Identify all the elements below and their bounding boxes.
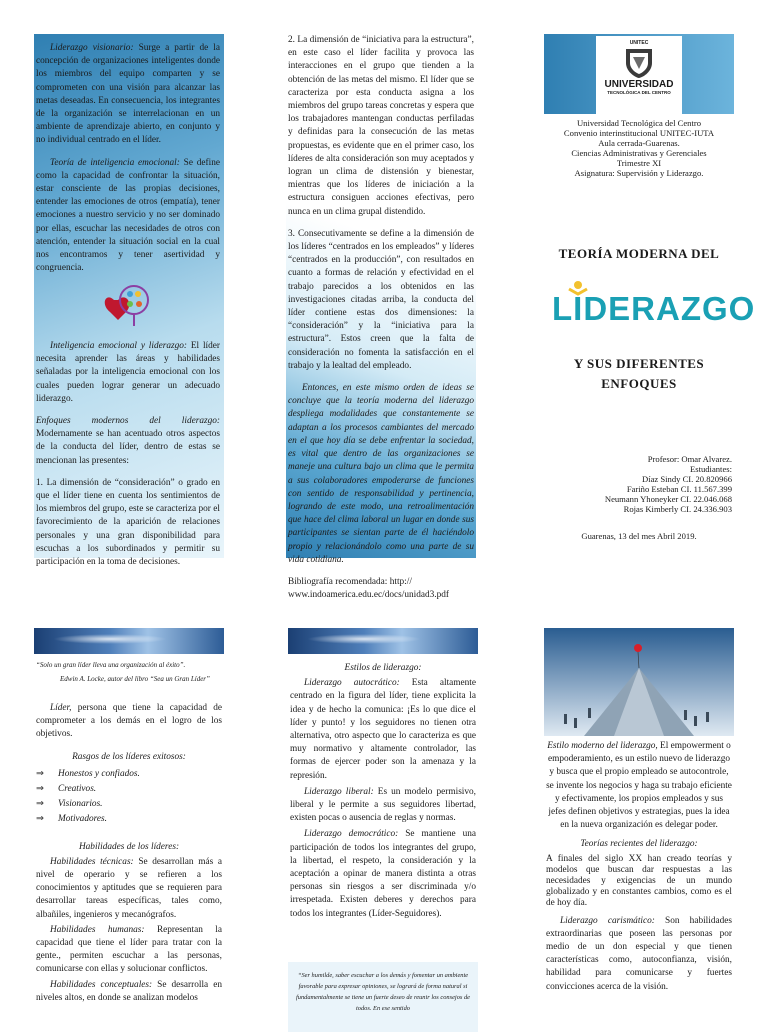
- liderazgo-logo: [552, 280, 756, 334]
- text-liderazgo-visionario: Surge a partir de la concepción de organizaciones inteligentes donde los miembros del equipo comparten y se comprometen con una visión para alcanzar las metas deseadas. En consecuencia, los integrantes de la organización se interrelacionan en un ambiente de aprendizaje abierto, en conjunto y no individual centrado en el líder.: [36, 43, 220, 146]
- inst-line-5: Trimestre XI: [616, 158, 662, 168]
- rasgos-title: Rasgos de los líderes exitosos:: [72, 751, 186, 762]
- term-enfoques-modernos: Enfoques modernos del liderazgo:: [36, 416, 220, 427]
- inst-line-2: Convenio interinstitucional UNITEC-IUTA: [563, 128, 715, 138]
- panel-1-text-lower: [36, 340, 220, 578]
- inst-line-6: Asignatura: Supervisión y Liderazgo.: [574, 168, 704, 178]
- text-estilo-moderno: El empowerment o empoderamiento, es un estilo nuevo de liderazgo y busca que el propio empleado se autocontrole, se invente los negocios y haga su trabajo eficiente y efectivamente, los propios empleados y sus jefes definen objetivos y estrategias, pues la idea en la nueva organización es delegar poder.: [546, 741, 732, 831]
- term-inteligencia-emocional: Teoría de inteligencia emocional:: [50, 157, 180, 168]
- text-conclusion: Entonces, en este mismo orden de ideas se concluye que la teoría moderna del liderazgo despliega modalidades que constantemente se adaptan a los procesos cambiantes del mercado en el que hoy día se debe enfrentar la sociedad, es vital que dentro de las organizaciones se maneje una cultura bajo un clima que le permita a sus colaboradores empoderarse de funciones con sentido de responsabilidad y pertinencia, logrando de este modo, una retroalimentación que hace del clima laboral un lugar en donde sus participantes se sientan parte de él haciéndolo propio y relacionándolo como una parte de su vida cotidiana.: [288, 383, 474, 565]
- term-liderazgo-autocratico: Liderazgo autocrático:: [304, 678, 400, 689]
- text-dimension-consideracion: 1. La dimensión de “consideración” o grado en que el líder tiene en cuenta los sentimientos de los miembros del grupo, este se caracteriza por el favorecimiento de la aparición de relaciones personales y una gran disponibilidad para escuchas a los subordinados y permitir su participación en la toma de decisiones.: [36, 477, 220, 568]
- rasgo-item: ⇒ Honestos y confiados.: [36, 768, 222, 781]
- rasgos-list: [36, 768, 222, 827]
- sky-banner: [288, 628, 478, 654]
- logo-university-text: UNIVERSIDAD: [604, 79, 674, 90]
- panel-page-6: [544, 628, 734, 1024]
- sky-banner: [34, 628, 224, 654]
- quote-box: [288, 962, 478, 1032]
- credit-profesor: Profesor: Omar Alvarez.: [647, 454, 732, 464]
- panel-4-text: [36, 702, 222, 1014]
- text-liderazgo-liberal: Es un modelo permisivo, liberal y le permite a sus seguidores libertad, existen pocas o ausencia de reglas y normas.: [290, 786, 477, 824]
- term-liderazgo-democratico: Liderazgo democrático:: [304, 829, 399, 840]
- term-estilo-moderno: Estilo moderno del liderazgo,: [547, 741, 658, 751]
- credit-student-1: Díaz Sindy CI. 20.820966: [642, 474, 732, 484]
- panel-1-text: [36, 42, 220, 284]
- inst-line-1: Universidad Tecnológica del Centro: [576, 118, 702, 128]
- quote-author: Edwin A. Locke, autor del libro “Sea un Gran Líder”: [60, 675, 210, 683]
- logo-subtitle-text: TECNOLÓGICA DEL CENTRO: [607, 90, 671, 95]
- inst-line-3: Aula cerrada-Guarenas.: [598, 138, 680, 148]
- term-habilidades-conceptuales: Habilidades conceptuales:: [50, 979, 153, 990]
- recientes-title: Teorías recientes del liderazgo:: [580, 839, 698, 850]
- credit-estudiantes: Estudiantes:: [689, 464, 732, 474]
- credit-student-2: Fariño Esteban CI. 11.567.399: [626, 484, 732, 494]
- text-dimension-centrados: 3. Consecutivamente se define a la dimensión de los líderes “centrados en los empleados” y líderes “centrados en la producción”, con resultados en cuanto a formas de relación y efectividad en el trabajo parecidos a los obtenidos en las investigaciones citadas arriba, la conducta del líder contiene estas dos dimensiones: la “consideración” y la “iniciativa para la estructura”. Estos creen que la falta de consideración no fomenta la satisfacción en el trabajo y la lealtad del empleado.: [288, 228, 474, 371]
- text-liderazgo-carismatico: Son habilidades extraordinarias que poseen las personas por medio de un don especial y que tienen características como, autoconfianza, visión, habilidad para comunicarse y fuertes convicciones acerca de la visión.: [546, 915, 733, 992]
- term-liderazgo-liberal: Liderazgo liberal:: [304, 786, 374, 797]
- text-bibliografia: Bibliografía recomendada: http:// www.indoamerica.edu.ec/docs/unidad3.pdf: [288, 576, 450, 601]
- cover-title-line-2: Y SUS DIFERENTES: [573, 356, 705, 371]
- text-liderazgo-democratico: Se mantiene una participación de todos los integrantes del grupo, la libertad, el respeto, la consideración y la aceptación a opinar de manera distinta a otras personas sin riesgos a ser discriminada y/o irrespetada. Existen deberes y derechos para todos los integrantes (Líder-Seguidores).: [290, 829, 476, 919]
- quote-text: “Solo un gran líder lleva una organización al éxito”.: [36, 661, 186, 669]
- institution-block: [546, 118, 732, 178]
- leadership-staircase-photo: [544, 628, 734, 736]
- text-lider: persona que tiene la capacidad de comprometer a los demás en el logro de los objetivos.: [36, 703, 222, 740]
- logo-small-text: UNITEC: [629, 40, 649, 46]
- text-liderazgo-autocratico: Esta altamente centrado en la figura del líder, tiene explicita la idea y de hecho la comunica: ¡Es lo que dice el líder y punto! y los seguidores no tienen otra alternativa, otro aspecto que lo caracteriza es que muy normativo y altamente controlador, las formas de ejercer poder son la amenaza y la represión.: [290, 678, 476, 781]
- text-dimension-iniciativa: 2. La dimensión de “iniciativa para la estructura”, en este caso el líder facilita y provoca las interacciones en el grupo que tienden a la obtención de las metas del mismo. El líder que se caracteriza por esta conducta asigna a los miembros del grupo tareas concretas y espera que los trabajadores mantengan conductas perfiladas y definidas para la consecución de las metas propuestas, es evidente que en el primer caso, los líderes de alta consideración son muy aceptados y logran un clima de distensión y bienestar, mientras que los líderes de iniciación a la estructura consiguen acciones efectivas, pero nunca en un clima grupal distendido.: [288, 35, 474, 217]
- brain-heart-illustration: [100, 280, 156, 332]
- text-inteligencia-emocional: Se define como la capacidad de confrontar la situación, estar consciente de las propias decisiones, entender las emociones de otros (empatía), tener emociones a nuestro servicio y no ser dominado por ellas, escuchar las necesidades de otros con atención, entender la situación social en la cual nos encontramos y tener asertividad y congruencia.: [36, 157, 220, 274]
- credits-block: [546, 454, 732, 514]
- shield-icon: [624, 47, 654, 79]
- cover-title-line-3: ENFOQUES: [601, 376, 677, 391]
- panel-page-5: [288, 628, 478, 1024]
- text-teorias-recientes: A finales del siglo XX han creado teorías y modelos que buscan dar respuestas a las necesidades y exigencias de un mundo globalizado y en constantes cambios, como es el de hoy día.: [546, 853, 732, 908]
- estilos-title: Estilos de liderazgo:: [344, 663, 422, 673]
- rasgo-item: ⇒ Motivadores.: [36, 813, 222, 826]
- text-habilidades-humanas: Representan la capacidad que tiene el líder para tratar con la gente., permiten escuchar a las personas, comunicarse con ellas y solucionar conflictos.: [36, 924, 222, 975]
- term-lider: Líder,: [50, 703, 72, 713]
- rasgo-item: ⇒ Creativos.: [36, 783, 222, 796]
- credit-student-3: Neumann Yhoneyker CI. 22.046.068: [604, 494, 732, 504]
- credit-student-4: Rojas Kimberly CI. 24.336.903: [623, 504, 732, 514]
- panel-page-2: [286, 34, 476, 601]
- panel-2-text: [288, 34, 474, 611]
- panel-cover: [544, 34, 756, 558]
- text-ie-liderazgo: El líder necesita aprender las áreas y habilidades señaladas por la inteligencia emocional con los cuales pueden lograr generar un adecuado liderazgo.: [36, 341, 221, 404]
- panel-page-1: [34, 34, 224, 568]
- university-logo: [596, 36, 682, 116]
- panel-6-text: [546, 740, 732, 1003]
- habilidades-title: Habilidades de los líderes:: [78, 841, 180, 852]
- cover-title-line-1: TEORÍA MODERNA DEL: [558, 246, 720, 261]
- term-ie-liderazgo: Inteligencia emocional y liderazgo:: [50, 341, 188, 351]
- term-liderazgo-visionario: Liderazgo visionario:: [50, 43, 134, 53]
- quote-block: [36, 660, 222, 684]
- cover-date: Guarenas, 13 del mes Abril 2019.: [581, 531, 697, 541]
- liderazgo-word: LIDERAZGO: [552, 290, 756, 327]
- text-habilidades-tecnicas: Se desarrollan más a nivel de operario y se refieren a los conocimientos y aptitudes que se requieren para desarrollar tareas específicas, tales como, albañiles, ingenieros y mecanógrafos.: [36, 856, 222, 920]
- panel-5-text: [290, 662, 476, 930]
- term-liderazgo-carismatico: Liderazgo carismático:: [560, 915, 655, 926]
- text-enfoques-modernos: Modernamente se han acentuado otros aspectos de la conducta del líder, dentro de estas se mencionan las presentes:: [36, 429, 220, 466]
- quote-box-text: “Ser humilde, saber escuchar a los demás y fomentar un ambiente favorable para expresar opiniones, se logrará de forma natural si fundamentalmente se tiene un fuerte deseo de reunir los consejos de todos. En ese sentido: [295, 972, 471, 1012]
- panel-page-4: [34, 628, 224, 1024]
- inst-line-4: Ciencias Administrativas y Gerenciales: [571, 148, 707, 158]
- text-habilidades-conceptuales: Se desarrolla en niveles altos, en donde se analizan modelos: [36, 979, 222, 1003]
- term-habilidades-humanas: Habilidades humanas:: [50, 924, 145, 935]
- term-habilidades-tecnicas: Habilidades técnicas:: [50, 856, 134, 867]
- rasgo-item: ⇒ Visionarios.: [36, 798, 222, 811]
